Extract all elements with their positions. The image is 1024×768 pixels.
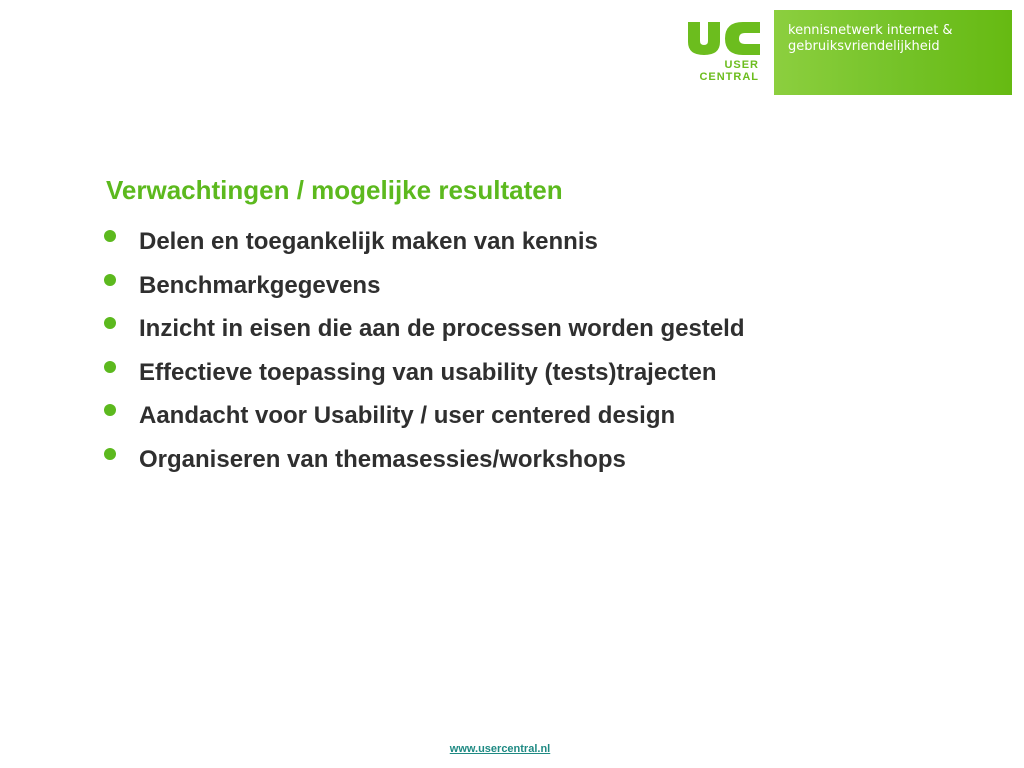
logo-text-user: USER [724, 59, 759, 71]
bullet-dot-icon [104, 274, 116, 286]
bullet-dot-icon [104, 230, 116, 242]
bullet-dot-icon [104, 404, 116, 416]
bullet-text: Aandacht voor Usability / user centered design [139, 402, 676, 430]
logo-text-central: CENTRAL [699, 71, 759, 83]
bullet-text: Inzicht in eisen die aan de processen worden gesteld [139, 315, 745, 343]
uc-monogram-icon [687, 21, 763, 57]
footer-website-link[interactable]: www.usercentral.nl [449, 743, 551, 755]
bullet-text: Benchmarkgegevens [139, 271, 381, 299]
bullet-dot-icon [104, 361, 116, 373]
tagline-banner [774, 10, 1012, 95]
bullet-text: Effectieve toepassing van usability (tests)trajecten [139, 358, 717, 386]
bullet-text: Delen en toegankelijk maken van kennis [139, 228, 598, 255]
usercentral-logo[interactable] [687, 21, 763, 85]
tagline-line-1: kennisnetwerk internet & [788, 23, 953, 38]
bullet-dot-icon [104, 448, 116, 460]
tagline-line-2: gebruiksvriendelijkheid [788, 39, 940, 54]
bullet-text: Organiseren van themasessies/workshops [139, 445, 626, 473]
bullet-dot-icon [104, 317, 116, 329]
slide-title: Verwachtingen / mogelijke resultaten [106, 175, 563, 205]
